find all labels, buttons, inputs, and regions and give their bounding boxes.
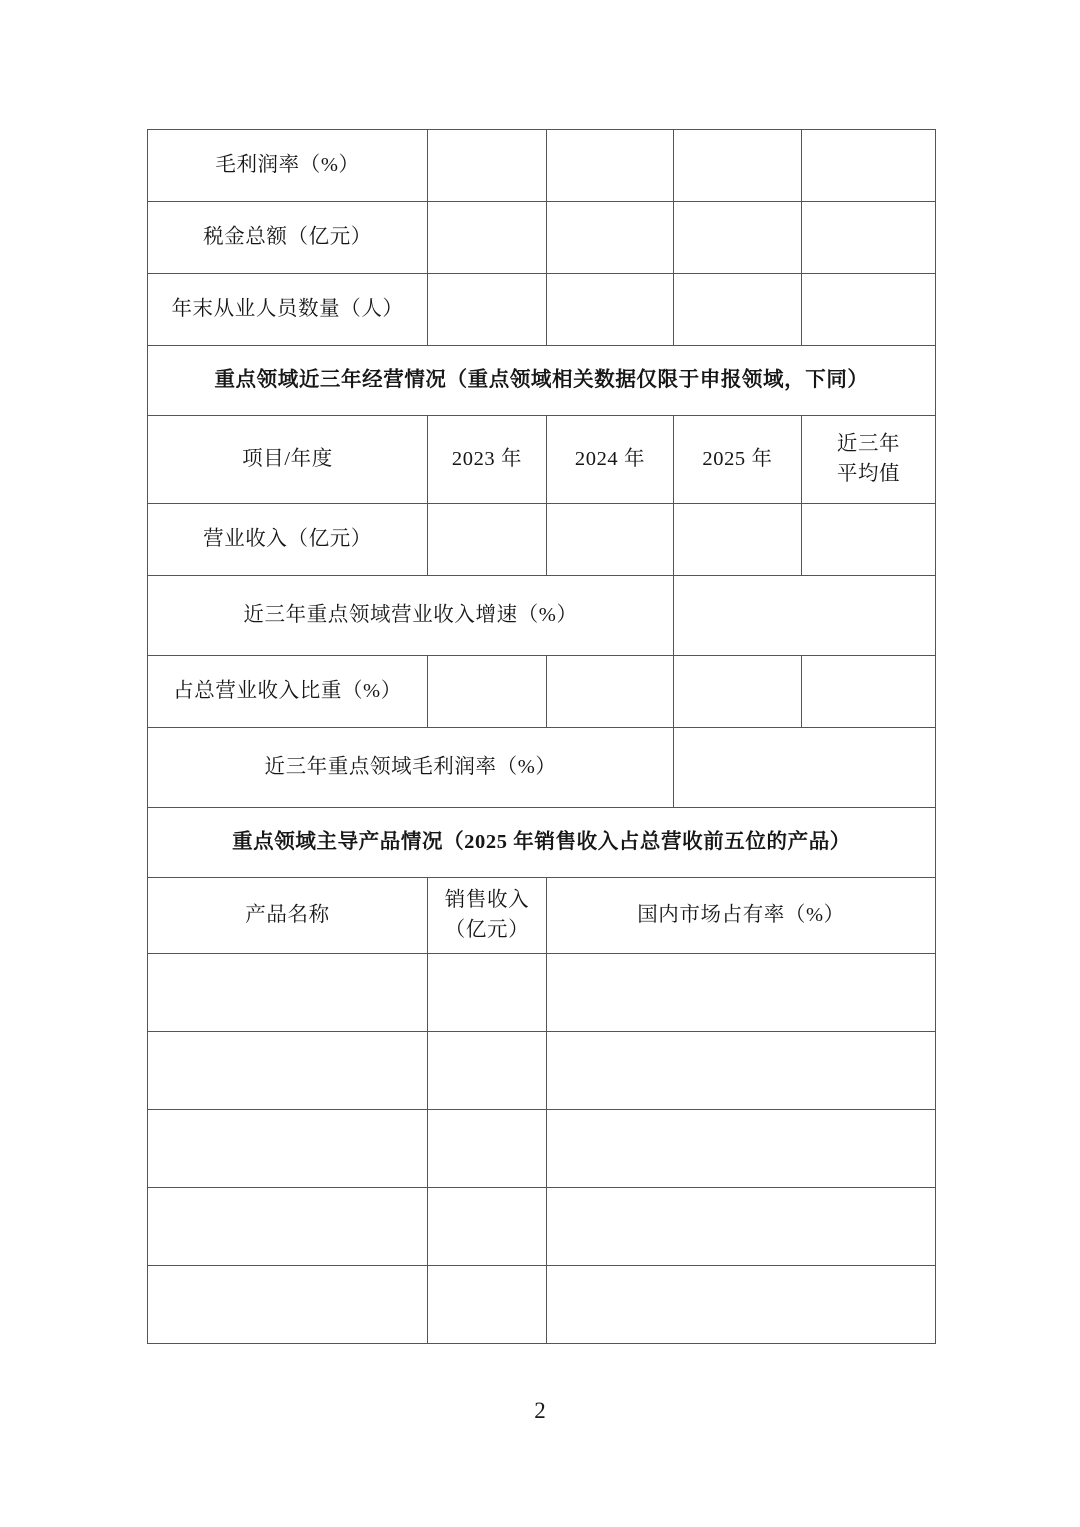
column-header-product-name: 产品名称 xyxy=(148,878,428,954)
row-label-revenue-growth: 近三年重点领域营业收入增速（%） xyxy=(148,576,674,656)
cell-year-end-employees-col1[interactable] xyxy=(428,274,547,346)
three-year-average-line-2: 平均值 xyxy=(836,462,901,485)
table-row-product-entry xyxy=(148,1188,936,1266)
column-header-year-2025: 2025 年 xyxy=(674,416,802,504)
table-row-revenue-growth xyxy=(148,576,936,656)
row-label-gross-profit-margin: 毛利润率（%） xyxy=(148,130,428,202)
three-year-average-line-1: 近三年 xyxy=(836,432,901,455)
cell-revenue-share-2025[interactable] xyxy=(674,656,802,728)
cell-gross-profit-margin-col2[interactable] xyxy=(547,130,674,202)
cell-total-tax-col3[interactable] xyxy=(674,202,802,274)
cell-product-sales-2[interactable] xyxy=(428,1032,547,1110)
table-row-product-entry xyxy=(148,954,936,1032)
cell-product-sales-3[interactable] xyxy=(428,1110,547,1188)
cell-product-sales-1[interactable] xyxy=(428,954,547,1032)
cell-product-sales-5[interactable] xyxy=(428,1266,547,1344)
column-header-three-year-average xyxy=(802,416,936,504)
cell-operating-revenue-2024[interactable] xyxy=(547,504,674,576)
table-row-section-two-header xyxy=(148,808,936,878)
cell-product-name-4[interactable] xyxy=(148,1188,428,1266)
row-label-total-tax: 税金总额（亿元） xyxy=(148,202,428,274)
cell-year-end-employees-col2[interactable] xyxy=(547,274,674,346)
section-two-title: 重点领域主导产品情况（2025 年销售收入占总营收前五位的产品） xyxy=(148,808,936,878)
cell-revenue-share-average[interactable] xyxy=(802,656,936,728)
cell-operating-revenue-average[interactable] xyxy=(802,504,936,576)
cell-total-tax-col4[interactable] xyxy=(802,202,936,274)
table-row-key-field-gross-margin xyxy=(148,728,936,808)
cell-revenue-growth-value[interactable] xyxy=(674,576,936,656)
cell-year-end-employees-col3[interactable] xyxy=(674,274,802,346)
cell-revenue-share-2024[interactable] xyxy=(547,656,674,728)
table-row-year-header xyxy=(148,416,936,504)
cell-operating-revenue-2023[interactable] xyxy=(428,504,547,576)
cell-operating-revenue-2025[interactable] xyxy=(674,504,802,576)
table-row-year-end-employees xyxy=(148,274,936,346)
cell-total-tax-col2[interactable] xyxy=(547,202,674,274)
cell-product-name-3[interactable] xyxy=(148,1110,428,1188)
column-header-sales-revenue xyxy=(428,878,547,954)
cell-gross-profit-margin-col4[interactable] xyxy=(802,130,936,202)
cell-product-share-5[interactable] xyxy=(547,1266,936,1344)
cell-product-share-3[interactable] xyxy=(547,1110,936,1188)
page-number: 2 xyxy=(534,1398,546,1423)
table-row-revenue-share xyxy=(148,656,936,728)
table-row-product-entry xyxy=(148,1110,936,1188)
cell-gross-profit-margin-col3[interactable] xyxy=(674,130,802,202)
table-row-product-entry xyxy=(148,1032,936,1110)
row-label-revenue-share: 占总营业收入比重（%） xyxy=(148,656,428,728)
column-header-item-year: 项目/年度 xyxy=(148,416,428,504)
cell-product-name-5[interactable] xyxy=(148,1266,428,1344)
column-header-year-2024: 2024 年 xyxy=(547,416,674,504)
table-row-operating-revenue xyxy=(148,504,936,576)
cell-product-sales-4[interactable] xyxy=(428,1188,547,1266)
column-header-domestic-market-share: 国内市场占有率（%） xyxy=(547,878,936,954)
sales-revenue-line-2: （亿元） xyxy=(444,918,530,941)
table-row-product-entry xyxy=(148,1266,936,1344)
column-header-year-2023: 2023 年 xyxy=(428,416,547,504)
enterprise-declaration-form-table xyxy=(147,129,936,1344)
table-row-gross-profit-margin xyxy=(148,130,936,202)
cell-product-share-2[interactable] xyxy=(547,1032,936,1110)
cell-product-share-1[interactable] xyxy=(547,954,936,1032)
row-label-year-end-employees: 年末从业人员数量（人） xyxy=(148,274,428,346)
row-label-operating-revenue: 营业收入（亿元） xyxy=(148,504,428,576)
section-one-title: 重点领域近三年经营情况（重点领域相关数据仅限于申报领域，下同） xyxy=(148,346,936,416)
table-row-total-tax xyxy=(148,202,936,274)
row-label-key-field-gross-margin: 近三年重点领域毛利润率（%） xyxy=(148,728,674,808)
cell-year-end-employees-col4[interactable] xyxy=(802,274,936,346)
table-row-section-one-header xyxy=(148,346,936,416)
cell-gross-profit-margin-col1[interactable] xyxy=(428,130,547,202)
cell-product-share-4[interactable] xyxy=(547,1188,936,1266)
cell-key-field-gross-margin-value[interactable] xyxy=(674,728,936,808)
cell-product-name-1[interactable] xyxy=(148,954,428,1032)
cell-total-tax-col1[interactable] xyxy=(428,202,547,274)
cell-product-name-2[interactable] xyxy=(148,1032,428,1110)
table-row-product-header xyxy=(148,878,936,954)
sales-revenue-line-1: 销售收入 xyxy=(444,888,530,911)
cell-revenue-share-2023[interactable] xyxy=(428,656,547,728)
